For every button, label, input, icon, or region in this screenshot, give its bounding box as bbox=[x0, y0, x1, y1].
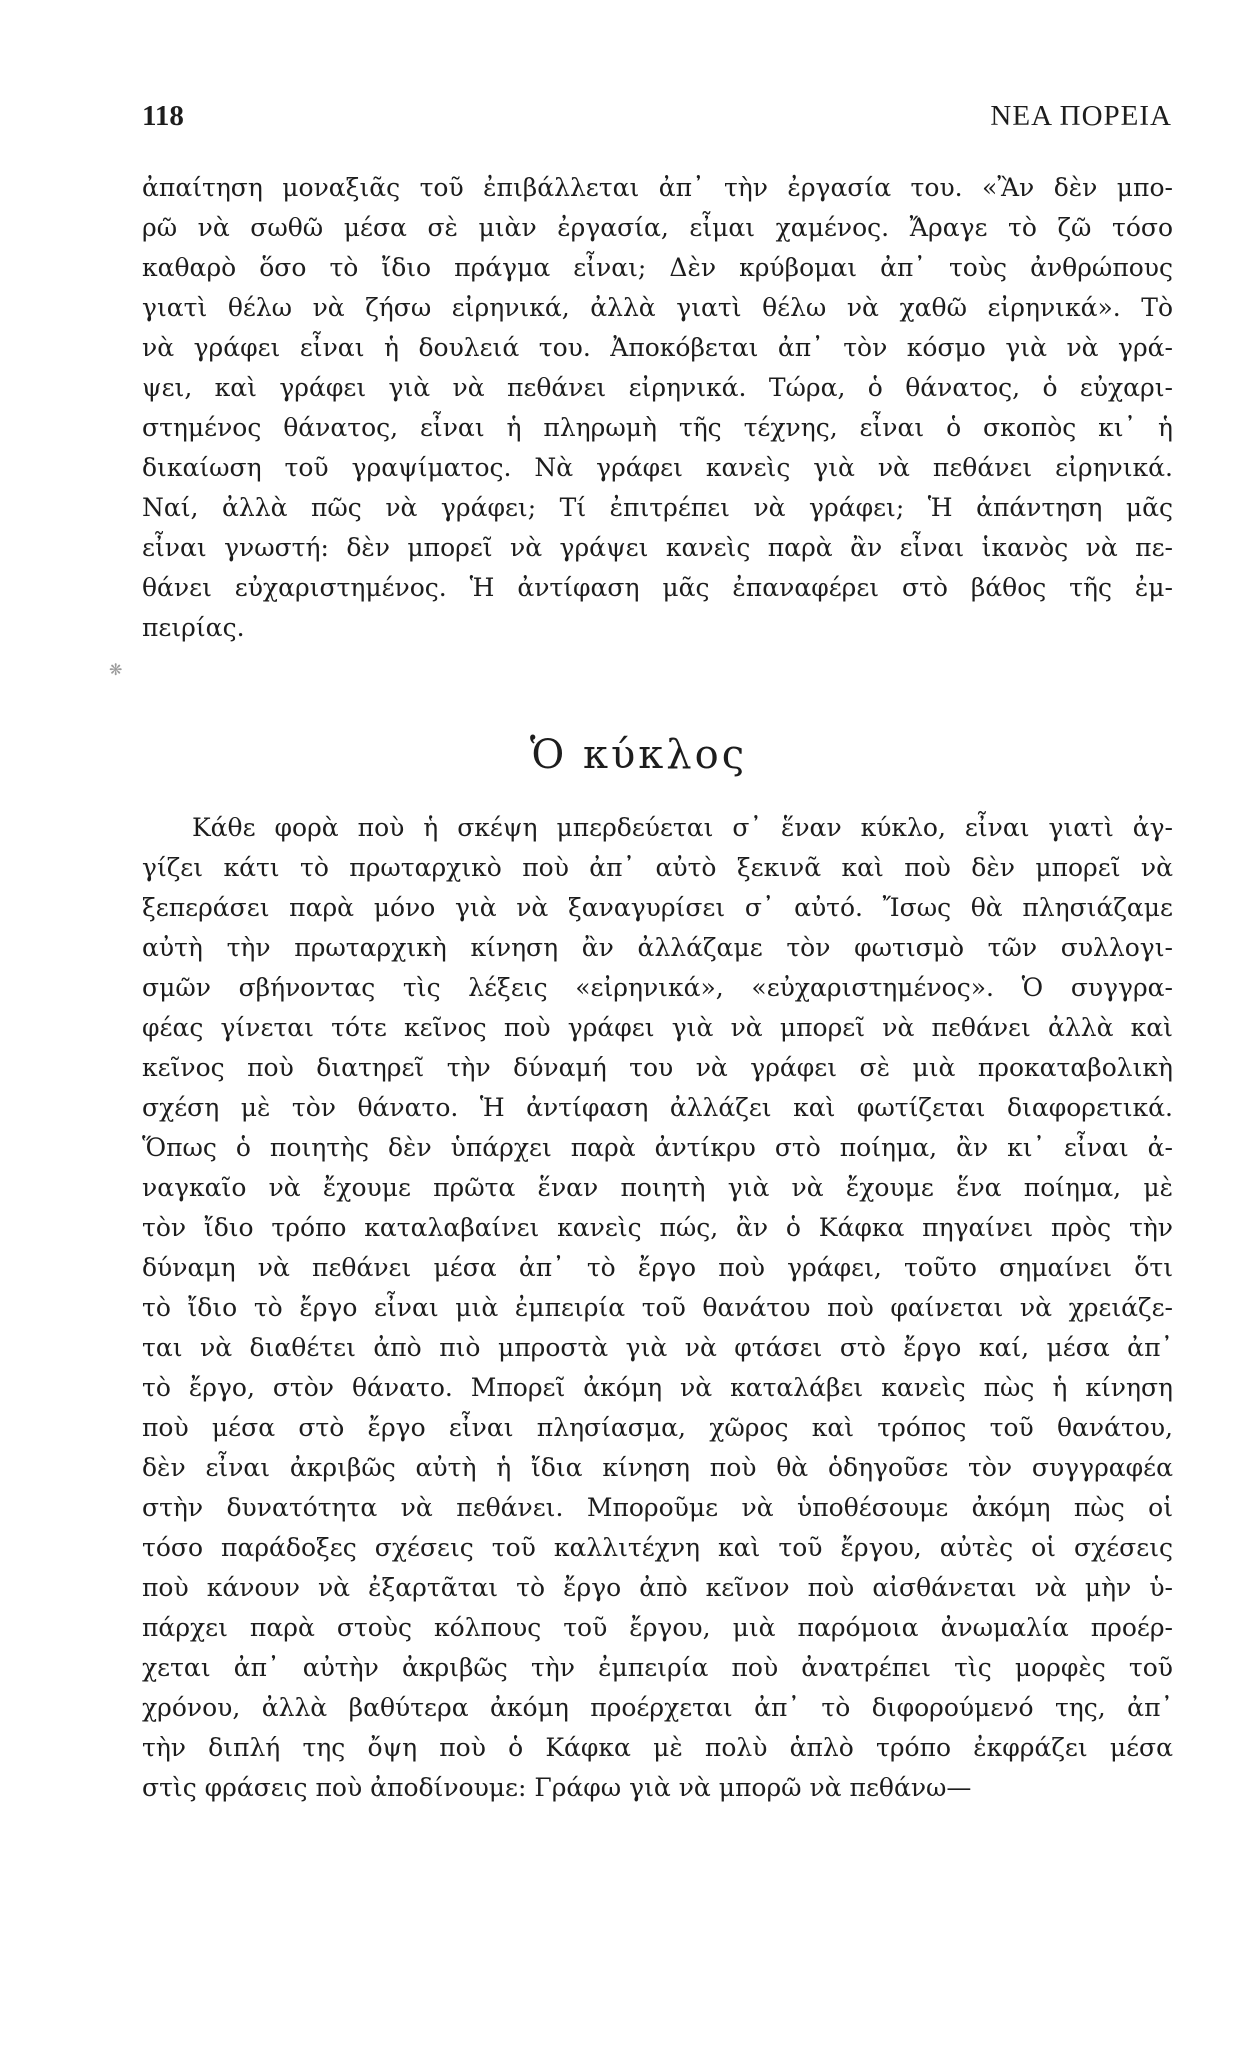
text-line: πάρχει παρὰ στοὺς κόλπους τοῦ ἔργου, μιὰ παρόμοια ἀνωμαλία προέρ- bbox=[142, 1613, 1173, 1642]
text-line: ρῶ νὰ σωθῶ μέσα σὲ μιὰν ἐργασία, εἶμαι χαμένος. Ἄραγε τὸ ζῶ τόσο bbox=[142, 213, 1173, 242]
text-line: σχέση μὲ τὸν θάνατο. Ἡ ἀντίφαση ἀλλάζει καὶ φωτίζεται διαφορετικά. bbox=[142, 1093, 1173, 1122]
text-line: ται νὰ διαθέτει ἀπὸ πιὸ μπροστὰ γιὰ νὰ φτάσει στὸ ἔργο καί, μέσα ἀπ᾽ bbox=[142, 1333, 1173, 1362]
text-line: ναγκαῖο νὰ ἔχουμε πρῶτα ἕναν ποιητὴ γιὰ νὰ ἔχουμε ἕνα ποίημα, μὲ bbox=[142, 1173, 1173, 1202]
running-head: ΝΕΑ ΠΟΡΕΙΑ bbox=[990, 100, 1172, 132]
text-line: ἀπαίτηση μοναξιᾶς τοῦ ἐπιβάλλεται ἀπ᾽ τὴν ἐργασία του. «Ἂν δὲν μπο- bbox=[142, 173, 1173, 202]
text-line: δὲν εἶναι ἀκριβῶς αὐτὴ ἡ ἴδια κίνηση ποὺ θὰ ὁδηγοῦσε τὸν συγγραφέα bbox=[142, 1453, 1173, 1482]
text-line: τὴν διπλή της ὄψη ποὺ ὁ Κάφκα μὲ πολὺ ἁπλὸ τρόπο ἐκφράζει μέσα bbox=[142, 1733, 1173, 1762]
text-line: δικαίωση τοῦ γραψίματος. Νὰ γράφει κανεὶς γιὰ νὰ πεθάνει εἰρηνικά. bbox=[142, 453, 1173, 482]
text-line: χεται ἀπ᾽ αὐτὴν ἀκριβῶς τὴν ἐμπειρία ποὺ ἀνατρέπει τὶς μορφὲς τοῦ bbox=[142, 1653, 1173, 1682]
text-line: τὸ ἔργο, στὸν θάνατο. Μπορεῖ ἀκόμη νὰ καταλάβει κανεὶς πὼς ἡ κίνηση bbox=[142, 1373, 1173, 1402]
section-heading: Ὁ κύκλος bbox=[529, 732, 748, 778]
text-line: ποὺ κάνουν νὰ ἐξαρτᾶται τὸ ἔργο ἀπὸ κεῖνον ποὺ αἰσθάνεται νὰ μὴν ὑ- bbox=[142, 1573, 1173, 1602]
page-header bbox=[142, 100, 1172, 140]
text-line: ξεπεράσει παρὰ μόνο γιὰ νὰ ξαναγυρίσει σ᾽ αὐτό. Ἴσως θὰ πλησιάζαμε bbox=[142, 893, 1173, 922]
text-line: τὸν ἴδιο τρόπο καταλαβαίνει κανεὶς πώς, ἂν ὁ Κάφκα πηγαίνει πρὸς τὴν bbox=[142, 1213, 1173, 1242]
text-line: στημένος θάνατος, εἶναι ἡ πληρωμὴ τῆς τέχνης, εἶναι ὁ σκοπὸς κι᾽ ἡ bbox=[142, 413, 1173, 442]
text-line: Ὅπως ὁ ποιητὴς δὲν ὑπάρχει παρὰ ἀντίκρυ στὸ ποίημα, ἂν κι᾽ εἶναι ἀ- bbox=[142, 1133, 1173, 1162]
margin-mark-icon: ❋ bbox=[109, 660, 123, 679]
page-number: 118 bbox=[142, 100, 184, 132]
text-line: κεῖνος ποὺ διατηρεῖ τὴν δύναμή του νὰ γράφει σὲ μιὰ προκαταβολικὴ bbox=[142, 1053, 1173, 1082]
text-line: τόσο παράδοξες σχέσεις τοῦ καλλιτέχνη καὶ τοῦ ἔργου, αὐτὲς οἱ σχέσεις bbox=[142, 1533, 1173, 1562]
text-line: ψει, καὶ γράφει γιὰ νὰ πεθάνει εἰρηνικά. Τώρα, ὁ θάνατος, ὁ εὐχαρι- bbox=[142, 373, 1173, 402]
text-line: εἶναι γνωστή: δὲν μπορεῖ νὰ γράψει κανεὶς παρὰ ἂν εἶναι ἱκανὸς νὰ πε- bbox=[142, 533, 1173, 562]
text-line: πειρίας. bbox=[142, 613, 245, 642]
text-line: φέας γίνεται τότε κεῖνος ποὺ γράφει γιὰ νὰ μπορεῖ νὰ πεθάνει ἀλλὰ καὶ bbox=[142, 1013, 1173, 1042]
paragraph-2 bbox=[142, 808, 1173, 1808]
text-line: καθαρὸ ὅσο τὸ ἴδιο πράγμα εἶναι; Δὲν κρύβομαι ἀπ᾽ τοὺς ἀνθρώπους bbox=[142, 253, 1173, 282]
text-line: Κάθε φορὰ ποὺ ἡ σκέψη μπερδεύεται σ᾽ ἕναν κύκλο, εἶναι γιατὶ ἀγ- bbox=[192, 813, 1173, 842]
text-line: στὶς φράσεις ποὺ ἀποδίνουμε: Γράφω γιὰ νὰ μπορῶ νὰ πεθάνω— bbox=[142, 1773, 972, 1802]
paragraph-1 bbox=[142, 168, 1173, 648]
text-line: γίζει κάτι τὸ πρωταρχικὸ ποὺ ἀπ᾽ αὐτὸ ξεκινᾶ καὶ ποὺ δὲν μπορεῖ νὰ bbox=[142, 853, 1173, 882]
text-line: σμῶν σβήνοντας τὶς λέξεις «εἰρηνικά», «εὐχαριστημένος». Ὁ συγγρα- bbox=[142, 973, 1173, 1002]
text-line: στὴν δυνατότητα νὰ πεθάνει. Μποροῦμε νὰ ὑποθέσουμε ἀκόμη πὼς οἱ bbox=[142, 1493, 1173, 1522]
text-line: ποὺ μέσα στὸ ἔργο εἶναι πλησίασμα, χῶρος καὶ τρόπος τοῦ θανάτου, bbox=[142, 1413, 1173, 1442]
text-line: τὸ ἴδιο τὸ ἔργο εἶναι μιὰ ἐμπειρία τοῦ θανάτου ποὺ φαίνεται νὰ χρειάζε- bbox=[142, 1293, 1173, 1322]
text-line: νὰ γράφει εἶναι ἡ δουλειά του. Ἀποκόβεται ἀπ᾽ τὸν κόσμο γιὰ νὰ γρά- bbox=[142, 333, 1173, 362]
text-line: Ναί, ἀλλὰ πῶς νὰ γράφει; Τί ἐπιτρέπει νὰ γράφει; Ἡ ἀπάντηση μᾶς bbox=[142, 493, 1173, 522]
text-line: δύναμη νὰ πεθάνει μέσα ἀπ᾽ τὸ ἔργο ποὺ γράφει, τοῦτο σημαίνει ὅτι bbox=[142, 1253, 1173, 1282]
text-line: γιατὶ θέλω νὰ ζήσω εἰρηνικά, ἀλλὰ γιατὶ θέλω νὰ χαθῶ εἰρηνικά». Τὸ bbox=[142, 293, 1173, 322]
text-line: χρόνου, ἀλλὰ βαθύτερα ἀκόμη προέρχεται ἀπ᾽ τὸ διφορούμενό της, ἀπ᾽ bbox=[142, 1693, 1173, 1722]
text-line: θάνει εὐχαριστημένος. Ἡ ἀντίφαση μᾶς ἐπαναφέρει στὸ βάθος τῆς ἐμ- bbox=[142, 573, 1173, 602]
text-line: αὐτὴ τὴν πρωταρχικὴ κίνηση ἂν ἀλλάζαμε τὸν φωτισμὸ τῶν συλλογι- bbox=[142, 933, 1173, 962]
